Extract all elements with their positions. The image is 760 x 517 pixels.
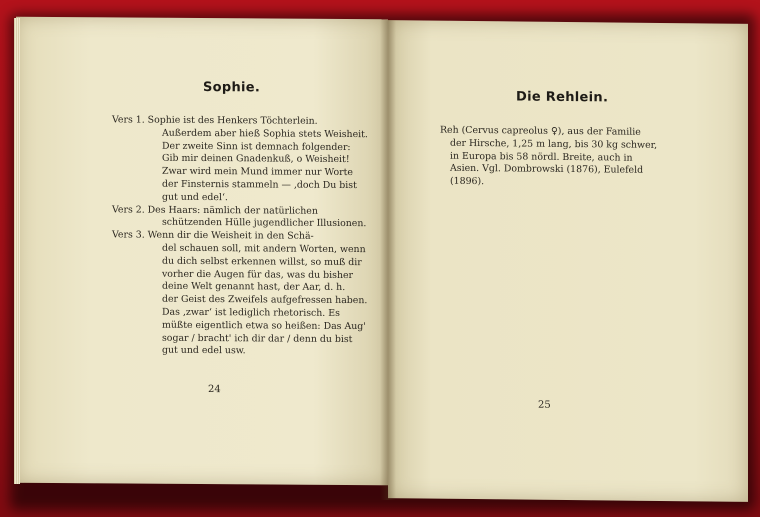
text-line: der Hirsche, 1,25 m lang, bis 30 kg schwer, bbox=[450, 137, 658, 151]
text-line: Gib mir deinen Gnadenkuß, o Weisheit! bbox=[162, 153, 350, 166]
right-page-body bbox=[440, 125, 657, 191]
text-line: Vers 2. Des Haars: nämlich der natürlichen bbox=[112, 203, 318, 217]
text-line: Das ‚zwar‘ ist lediglich rhetorisch. Es bbox=[162, 306, 340, 319]
text-line: del schauen soll, mit andern Worten, wenn bbox=[162, 242, 366, 256]
text-line: Vers 1. Sophie ist des Henkers Töchterlein. bbox=[112, 114, 318, 127]
left-page bbox=[16, 17, 388, 486]
text-line: Reh (Cervus capreolus ♀), aus der Familie bbox=[440, 124, 641, 138]
text-line: Vers 3. Wenn dir die Weisheit in den Schä- bbox=[112, 229, 314, 242]
text-line: in Europa bis 58 nördl. Breite, auch in bbox=[450, 150, 633, 164]
text-line: du dich selbst erkennen willst, so muß dir bbox=[162, 255, 362, 268]
text-line: der Finsternis stammeln — ‚doch Du bist bbox=[162, 178, 357, 192]
text-line: (1896). bbox=[450, 175, 485, 188]
text-line: gut und edel‘. bbox=[162, 191, 228, 203]
left-page-title: Sophie. bbox=[203, 80, 261, 96]
page-edges bbox=[14, 18, 20, 484]
text-line: Der zweite Sinn ist demnach folgender: bbox=[162, 140, 351, 153]
text-line: deine Welt genannt hast, der Aar, d. h. bbox=[162, 281, 346, 294]
book-gutter bbox=[380, 20, 396, 500]
right-page-title: Die Rehlein. bbox=[516, 89, 609, 106]
text-line: sogar / bracht' ich dir dar / denn du bist bbox=[162, 332, 353, 345]
text-line: schützenden Hülle jugendlicher Illusionen. bbox=[162, 217, 367, 230]
right-page-number: 25 bbox=[538, 399, 551, 411]
text-line: vorher die Augen für das, was du bisher bbox=[162, 268, 354, 281]
left-page-body bbox=[112, 114, 368, 359]
text-line: müßte eigentlich etwa so heißen: Das Aug' bbox=[162, 319, 366, 332]
text-line: Zwar wird mein Mund immer nur Worte bbox=[162, 165, 353, 179]
text-line: Asien. Vgl. Dombrowski (1876), Eulefeld bbox=[450, 163, 644, 177]
text-line: Außerdem aber hieß Sophia stets Weisheit. bbox=[162, 127, 368, 140]
text-line: gut und edel usw. bbox=[162, 345, 246, 357]
left-page-number: 24 bbox=[208, 384, 221, 396]
text-line: der Geist des Zweifels aufgefressen haben. bbox=[162, 293, 368, 307]
right-page bbox=[388, 20, 748, 502]
